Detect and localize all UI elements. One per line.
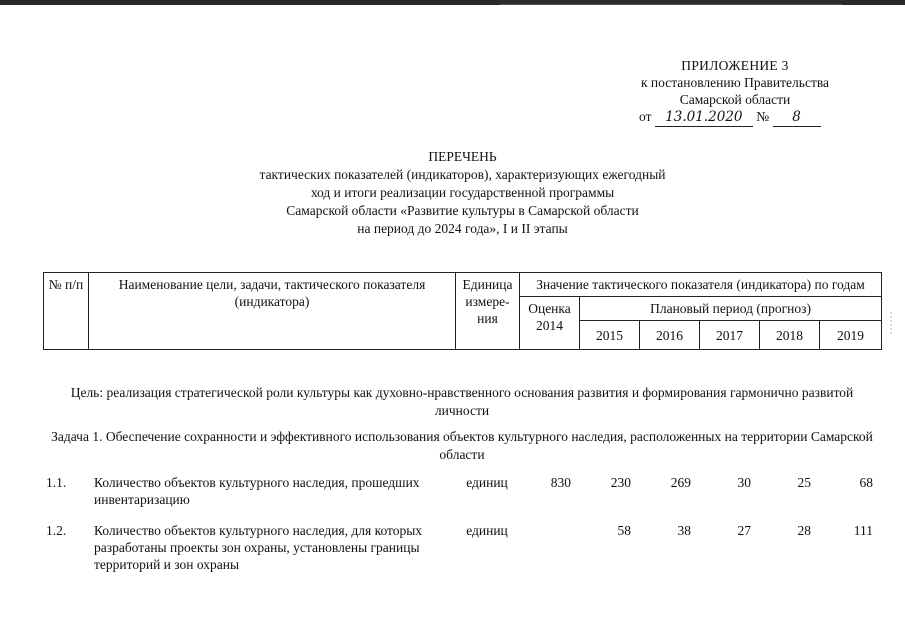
- row-value-2015: 58: [617, 523, 631, 538]
- header-name: Наименование цели, задачи, тактического показателя (индикатора): [89, 273, 456, 350]
- row-name: Количество объектов культурного наследия, для которых разработаны проекты зон охраны, установлены границы территорий и зон охраны: [94, 523, 423, 572]
- table-row: [43, 522, 881, 587]
- appendix-line1: к постановлению Правительства: [640, 75, 830, 90]
- header-values: Значение тактического показателя (индикатора) по годам: [520, 273, 882, 297]
- row-value-2014: [519, 522, 579, 587]
- header-year: 2015: [580, 321, 640, 350]
- row-value-2017: 27: [737, 523, 751, 538]
- goal-text: Цель: реализация стратегической роли культуры как духовно-нравственного основания развития и формирования гармонично развитой личности: [70, 385, 854, 418]
- row-unit: единиц: [466, 523, 508, 538]
- header-unit: Единица измере-ния: [456, 273, 520, 350]
- handwritten-number: 8: [773, 109, 821, 127]
- scan-artifact-line: [500, 4, 842, 5]
- document-heading: [170, 148, 755, 238]
- row-value-2015: 230: [610, 475, 631, 490]
- header-estimate: Оценка 2014: [520, 297, 580, 350]
- heading-line5: на период до 2024 года», I и II этапы: [357, 221, 568, 236]
- scan-margin-mark: [886, 310, 896, 338]
- indicator-table-header: [43, 272, 882, 350]
- handwritten-date: 13.01.2020: [655, 109, 753, 127]
- row-unit: единиц: [466, 475, 508, 490]
- heading-line3: ход и итоги реализации государственной программы: [310, 185, 615, 200]
- header-year: 2017: [700, 321, 760, 350]
- number-prefix: №: [756, 109, 770, 124]
- appendix-date-row: [639, 108, 870, 127]
- heading-line4: Самарской области «Развитие культуры в Самарской области: [286, 203, 639, 218]
- heading-title: ПЕРЕЧЕНЬ: [428, 149, 497, 164]
- row-name: Количество объектов культурного наследия, прошедших инвентаризацию: [94, 475, 420, 507]
- appendix-line2: Самарской области: [679, 92, 791, 107]
- heading-line2: тактических показателей (индикаторов), характеризующих ежегодный: [259, 167, 666, 182]
- date-prefix: от: [639, 109, 652, 124]
- row-value-2019: 68: [859, 475, 873, 490]
- appendix-block: [600, 57, 870, 127]
- indicator-table-body: [43, 474, 881, 587]
- row-value-2019: 111: [853, 523, 873, 538]
- row-value-2018: 25: [797, 475, 811, 490]
- row-value-2018: 28: [797, 523, 811, 538]
- appendix-title: ПРИЛОЖЕНИЕ 3: [681, 58, 789, 73]
- row-value-2014: 830: [550, 475, 571, 490]
- header-year: 2019: [820, 321, 882, 350]
- header-year: 2016: [640, 321, 700, 350]
- header-number: № п/п: [44, 273, 89, 350]
- row-value-2016: 38: [677, 523, 691, 538]
- table-row: [43, 474, 881, 522]
- row-value-2016: 269: [670, 475, 691, 490]
- header-plan: Плановый период (прогноз): [580, 297, 882, 321]
- header-year: 2018: [760, 321, 820, 350]
- row-value-2017: 30: [737, 475, 751, 490]
- row-number: 1.1.: [46, 475, 67, 490]
- task-text: Задача 1. Обеспечение сохранности и эффективного использования объектов культурного наследия, расположенных на территории Самарской области: [51, 429, 873, 462]
- row-number: 1.2.: [46, 523, 67, 538]
